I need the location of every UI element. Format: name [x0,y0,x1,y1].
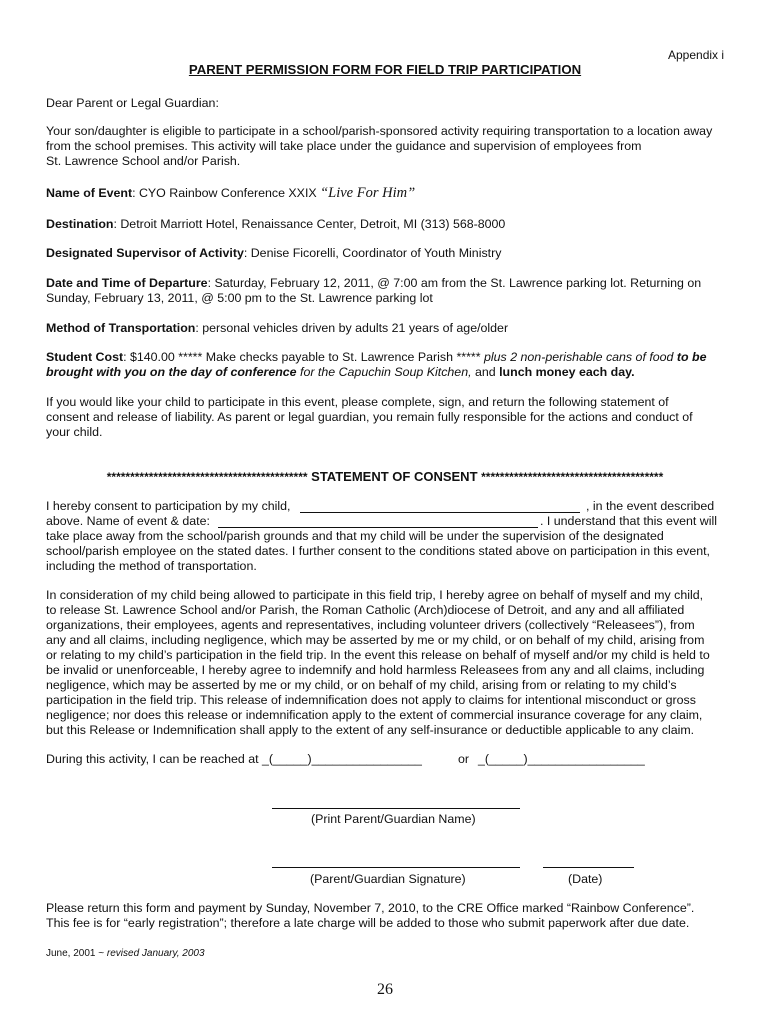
departure-return: Sunday, February 13, 2011, @ 5:00 pm to the St. Lawrence parking lot [46,291,433,305]
consent-event-text-end: . I understand that this event will [540,514,718,528]
supervisor-label: Designated Supervisor of Activity [46,246,244,260]
intro-paragraph [46,124,726,169]
cost-cans: plus 2 non-perishable cans of food [484,350,677,364]
date-line[interactable] [543,867,634,868]
cost-bring-2: brought with you on the day of conference [46,365,297,379]
cost-soup-kitchen: for the Capuchin Soup Kitchen, [296,365,472,379]
consent-event-text: above. Name of event & date: [46,514,210,528]
departure [46,276,726,306]
return-line: This fee is for “early registration”; therefore a late charge will be added to those who submit paperwork after due date. [46,916,690,930]
release-line: be invalid or unenforceable, I hereby agree to indemnify and hold harmless Releasees from any and all claims, including [46,663,705,677]
cost-bring-1: to be [676,350,707,364]
event-date-field[interactable] [218,527,538,528]
return-line: Please return this form and payment by Sunday, November 7, 2010, to the CRE Office marked “Rainbow Conference”. [46,901,695,915]
contact-label: During this activity, I can be reached at [46,752,263,766]
signature-line[interactable] [272,867,520,868]
supervisor [46,246,726,261]
form-title: PARENT PERMISSION FORM FOR FIELD TRIP PARTICIPATION [188,62,582,77]
consent-line: including the method of transportation. [46,559,257,573]
release-line: any and all claims, including negligence, which may be asserted by me or my child, or on behalf of my child, arising from [46,633,705,647]
contact-or: or [458,752,470,766]
release-line: negligence; nor does this release or indemnification apply to the extent of commercial insurance coverage for any claim, [46,708,703,722]
event-tagline: “Live For Him” [320,185,416,201]
consent-paragraph [46,499,726,574]
destination-value: : Detroit Marriott Hotel, Renaissance Center, Detroit, MI (313) 568-8000 [113,217,506,231]
consent-line: school/parish employee on the stated dates. I further consent to the conditions stated above on participation in this event, [46,544,711,558]
event-name-value: : CYO Rainbow Conference XXIX [132,186,321,200]
return-instructions [46,901,726,931]
release-line: to release St. Lawrence School and/or Parish, the Roman Catholic (Arch)diocese of Detroit, and any and all affiliated [46,603,685,617]
student-cost [46,350,726,380]
phone-field-2[interactable]: _(_____)_________________ [478,752,645,766]
release-line: In consideration of my child being allowed to participate in this field trip, I hereby agree on behalf of myself and my child, [46,588,704,602]
release-paragraph [46,588,726,738]
transportation-value: : personal vehicles driven by adults 21 years of age/older [195,321,509,335]
stars-left: ******************************************* [106,470,308,484]
print-name-line[interactable] [272,808,520,809]
date-caption: (Date) [568,872,603,886]
contact-row [46,752,726,767]
consent-child-text-end: , in the event described [586,499,715,513]
revision-note [46,946,205,961]
release-line: organizations, their employees, agents and representatives, including volunteer drivers (collectively “Releasees”), from [46,618,695,632]
print-name-caption: (Print Parent/Guardian Name) [311,812,476,826]
intro-line: Your son/daughter is eligible to participate in a school/parish-sponsored activity requiring transportation to a location away [46,124,713,138]
intro-line: from the school premises. This activity will take place under the guidance and supervision of employees from [46,139,642,153]
appendix-label: Appendix i [668,48,725,62]
cost-lunch: lunch money each day. [499,365,635,379]
departure-value: : Saturday, February 12, 2011, @ 7:00 am from the St. Lawrence parking lot. Returning on [207,276,702,290]
destination [46,217,726,232]
cost-label: Student Cost [46,350,124,364]
transportation-label: Method of Transportation [46,321,196,335]
revision-date: June, 2001 ~ [46,948,107,959]
greeting: Dear Parent or Legal Guardian: [46,96,219,110]
transportation [46,321,726,336]
release-line: but this Release or Indemnification shall apply to the extent of any self-insurance or deductible applicable to any claim. [46,723,695,737]
cost-and: and [471,365,500,379]
consent-title: STATEMENT OF CONSENT [307,469,482,484]
stars-right: *************************************** [481,470,664,484]
destination-label: Destination [46,217,114,231]
instructions-line: If you would like your child to participate in this event, please complete, sign, and return the following statement of [46,395,669,409]
instructions-line: your child. [46,425,103,439]
phone-field-1[interactable]: _(_____)________________ [262,752,422,766]
signature-caption: (Parent/Guardian Signature) [310,872,466,886]
page-number: 26 [377,981,393,998]
instructions-paragraph [46,395,726,440]
supervisor-value: : Denise Ficorelli, Coordinator of Youth Ministry [243,246,502,260]
cost-value: : $140.00 ***** Make checks payable to St. Lawrence Parish ***** [123,350,485,364]
instructions-line: consent and release of liability. As parent or legal guardian, you remain fully responsible for the actions and conduct of [46,410,693,424]
departure-label: Date and Time of Departure [46,276,208,290]
intro-line: St. Lawrence School and/or Parish. [46,154,241,168]
release-line: or relating to my child’s participation in the field trip. In the event this release on behalf of myself and/or my child is held to [46,648,710,662]
release-line: negligence, which may be asserted by me or my child, or on behalf of my child, arising from or relating to my child’s [46,678,677,692]
event-name-label: Name of Event [46,186,133,200]
consent-line: take place away from the school/parish grounds and that my child will be under the supervision of the designated [46,529,664,543]
consent-child-text: I hereby consent to participation by my child, [46,499,291,513]
event-name [46,186,726,201]
release-line: participation in the field trip. This release of indemnification does not apply to claims for intentional misconduct or gross [46,693,696,707]
child-name-field[interactable] [300,512,580,513]
consent-heading [0,469,770,485]
revision-text: revised January, 2003 [106,948,205,959]
